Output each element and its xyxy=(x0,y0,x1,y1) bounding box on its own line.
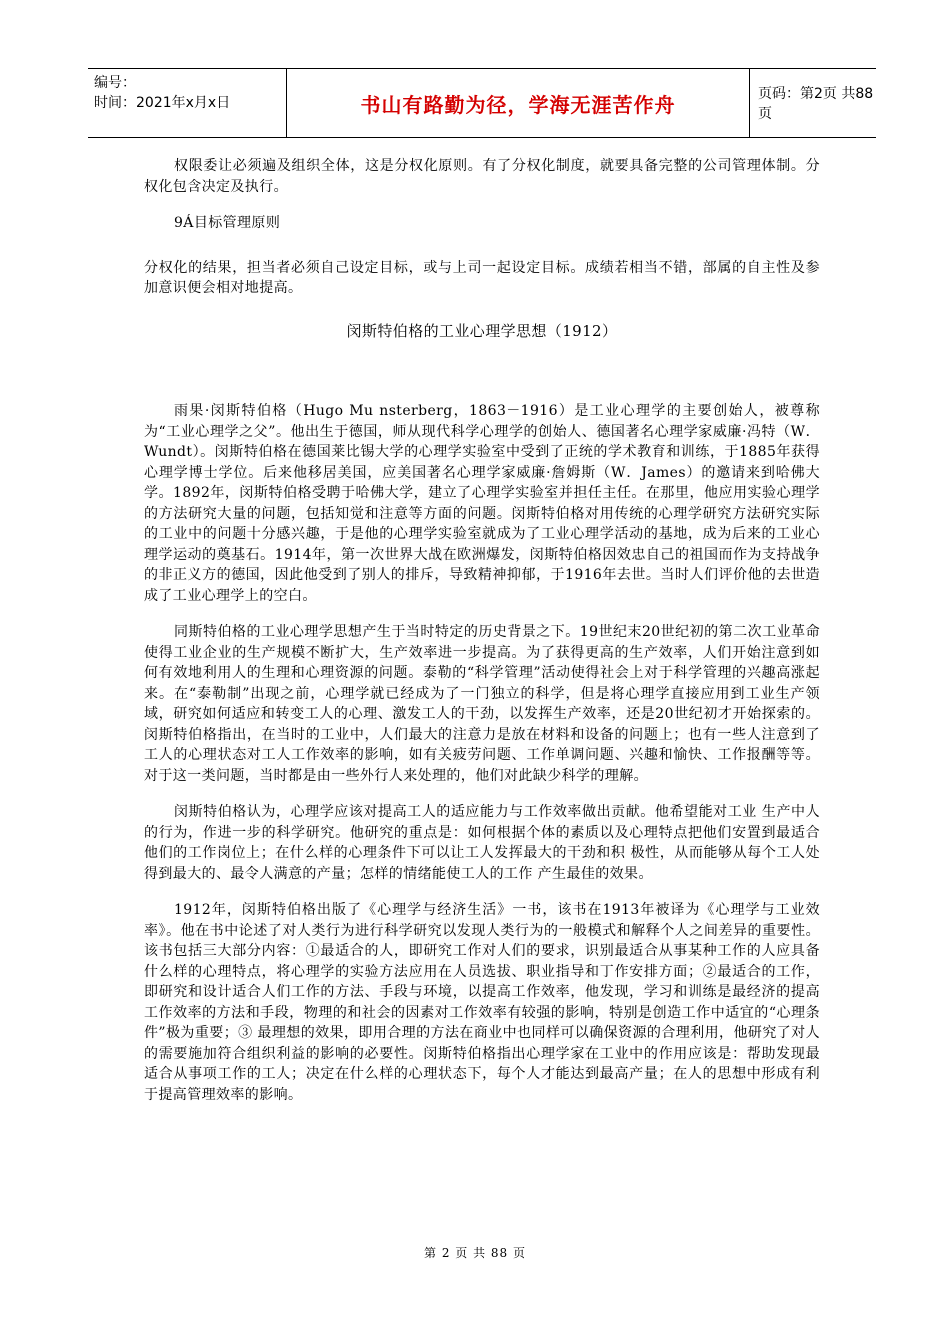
section-heading-objectives: 9Á目标管理原则 xyxy=(174,215,281,231)
header-motto: 书山有路勤为径，学海无涯苦作舟 xyxy=(360,92,676,117)
header-page-cell xyxy=(748,69,876,137)
paragraph-book: 1912年，闵斯特伯格出版了《心理学与经济生活》一书，该书在1913年被译为《心理学与工业效率》。他在书中论述了对人类行为进行科学研究以发现人类行为的一般模式和解释个人之间差异的重要性。该书包括三大部分内容：①最适合的人，即研究工作对人们的要求，识别最适合从事某种工作的人应具备什么样的心理特点，将心理学的实验方法应用在人员选拔、职业指导和丁作安排方面；②最适合的工作，即研究和设计适合人们工作的方法、手段与环境，以提高工作效率，他发现，学习和训练是最经济的提高工作效率的方法和手段，物理的和社会的因素对工作效率有较强的影响，特别是创造工作中适宜的“心理条件”极为重要；③ 最理想的效果，即用合理的方法在商业中也同样可以确保资源的合理利用，他研究了对人的需要施加符合组织利益的影响的必要性。闵斯特伯格指出心理学家在工业中的作用应该是：帮助发现最适合从事项工作的工人；决定在什么样的心理状态下，每个人才能达到最高产量；在人的思想中形成有利于提高管理效率的影响。 xyxy=(144,902,820,1103)
paragraph-decentralization: 权限委让必须遍及组织全体，这是分权化原则。有了分权化制度，就要具备完整的公司管理体制。分权化包含决定及执行。 xyxy=(144,158,820,195)
paragraph-background: 同斯特伯格的工业心理学思想产生于当时特定的历史背景之下。19世纪末20世纪初的第二次工业革命使得工业企业的生产规模不断扩大，生产效率进一步提高。为了获得更高的生产效率，人们开始注意到如何有效地利用人的生理和心理资源的问题。泰勒的“科学管理”活动使得社会上对于科学管理的兴趣高涨起来。在“泰勒制”出现之前，心理学就已经成为了一门独立的科学，但是将心理学直接应用到工业生产领域，研究如何适应和转变工人的心理、激发工人的干劲，以发挥生产效率，还是20世纪初才开始探索的。闵斯特伯格指出，在当时的工业中，人们最大的注意力是放在材料和设备的问题上；也有一些人注意到了工人的心理状态对工人工作效率的影响，如有关疲劳问题、工作单调问题、兴趣和愉快、工作报酬等等。对于这一类问题，当时都是由一些外行人来处理的，他们对此缺少科学的理解。 xyxy=(144,624,820,784)
header-page-label: 页码：第2页 共88页 xyxy=(758,86,874,122)
page-header xyxy=(88,68,876,138)
paragraph-views: 闵斯特伯格认为，心理学应该对提高工人的适应能力与工作效率做出贡献。他希望能对工业 生产中人的行为，作进一步的科学研究。他研究的重点是：如何根据个体的素质以及心理特点把他们安置到最适合他们的工作岗位上；在什么样的心理条件下可以让工人发挥最大的干劲和积 极性，从而能够从每个工人处得到最大的、最令人满意的产量；怎样的情绪能使工人的工作 产生最佳的效果。 xyxy=(144,804,820,882)
document-number-label: 编号： xyxy=(94,75,136,91)
document-date-label: 时间：2021年x月x日 xyxy=(94,95,231,111)
paragraph-objectives: 分权化的结果，担当者必须自己设定目标，或与上司一起设定目标。成绩若相当不错，部属的自主性及参加意识便会相对地提高。 xyxy=(144,259,820,296)
article-title: 闵斯特伯格的工业心理学思想（1912） xyxy=(346,321,618,340)
page-footer: 第 2 页 共 88 页 xyxy=(424,1246,526,1260)
header-motto-cell xyxy=(286,69,750,137)
paragraph-biography: 雨果·闵斯特伯格（Hugo Mu nsterberg，1863－1916）是工业心理学的主要创始人，被尊称为“工业心理学之父”。他出生于德国，师从现代科学心理学的创始人、德国著名心理学家威廉·冯特（W．Wundt）。闵斯特伯格在德国莱比锡大学的心理学实验室中受到了正统的学术教育和训练，于1885年获得心理学博士学位。后来他移居美国，应美国著名心理学家威廉·詹姆斯（W．James）的邀请来到哈佛大学。1892年，闵斯特伯格受聘于哈佛大学，建立了心理学实验室并担任主任。在那里，他应用实验心理学的方法研究大量的问题，包括知觉和注意等方面的问题。闵斯特伯格对用传统的心理学研究方法研究实际的工业中的问题十分感兴趣，于是他的心理学实验室就成为了工业心理学活动的基地，成为后来的工业心理学运动的奠基石。1914年，第一次世界大战在欧洲爆发，闵斯特伯格因效忠自己的祖国而作为支持战争的非正义方的德国，因此他受到了别人的排斥，导致精神抑郁，于1916年去世。当时人们评价他的去世造成了工业心理学上的空白。 xyxy=(144,403,820,604)
header-meta xyxy=(94,69,284,137)
document-body xyxy=(144,156,820,1105)
